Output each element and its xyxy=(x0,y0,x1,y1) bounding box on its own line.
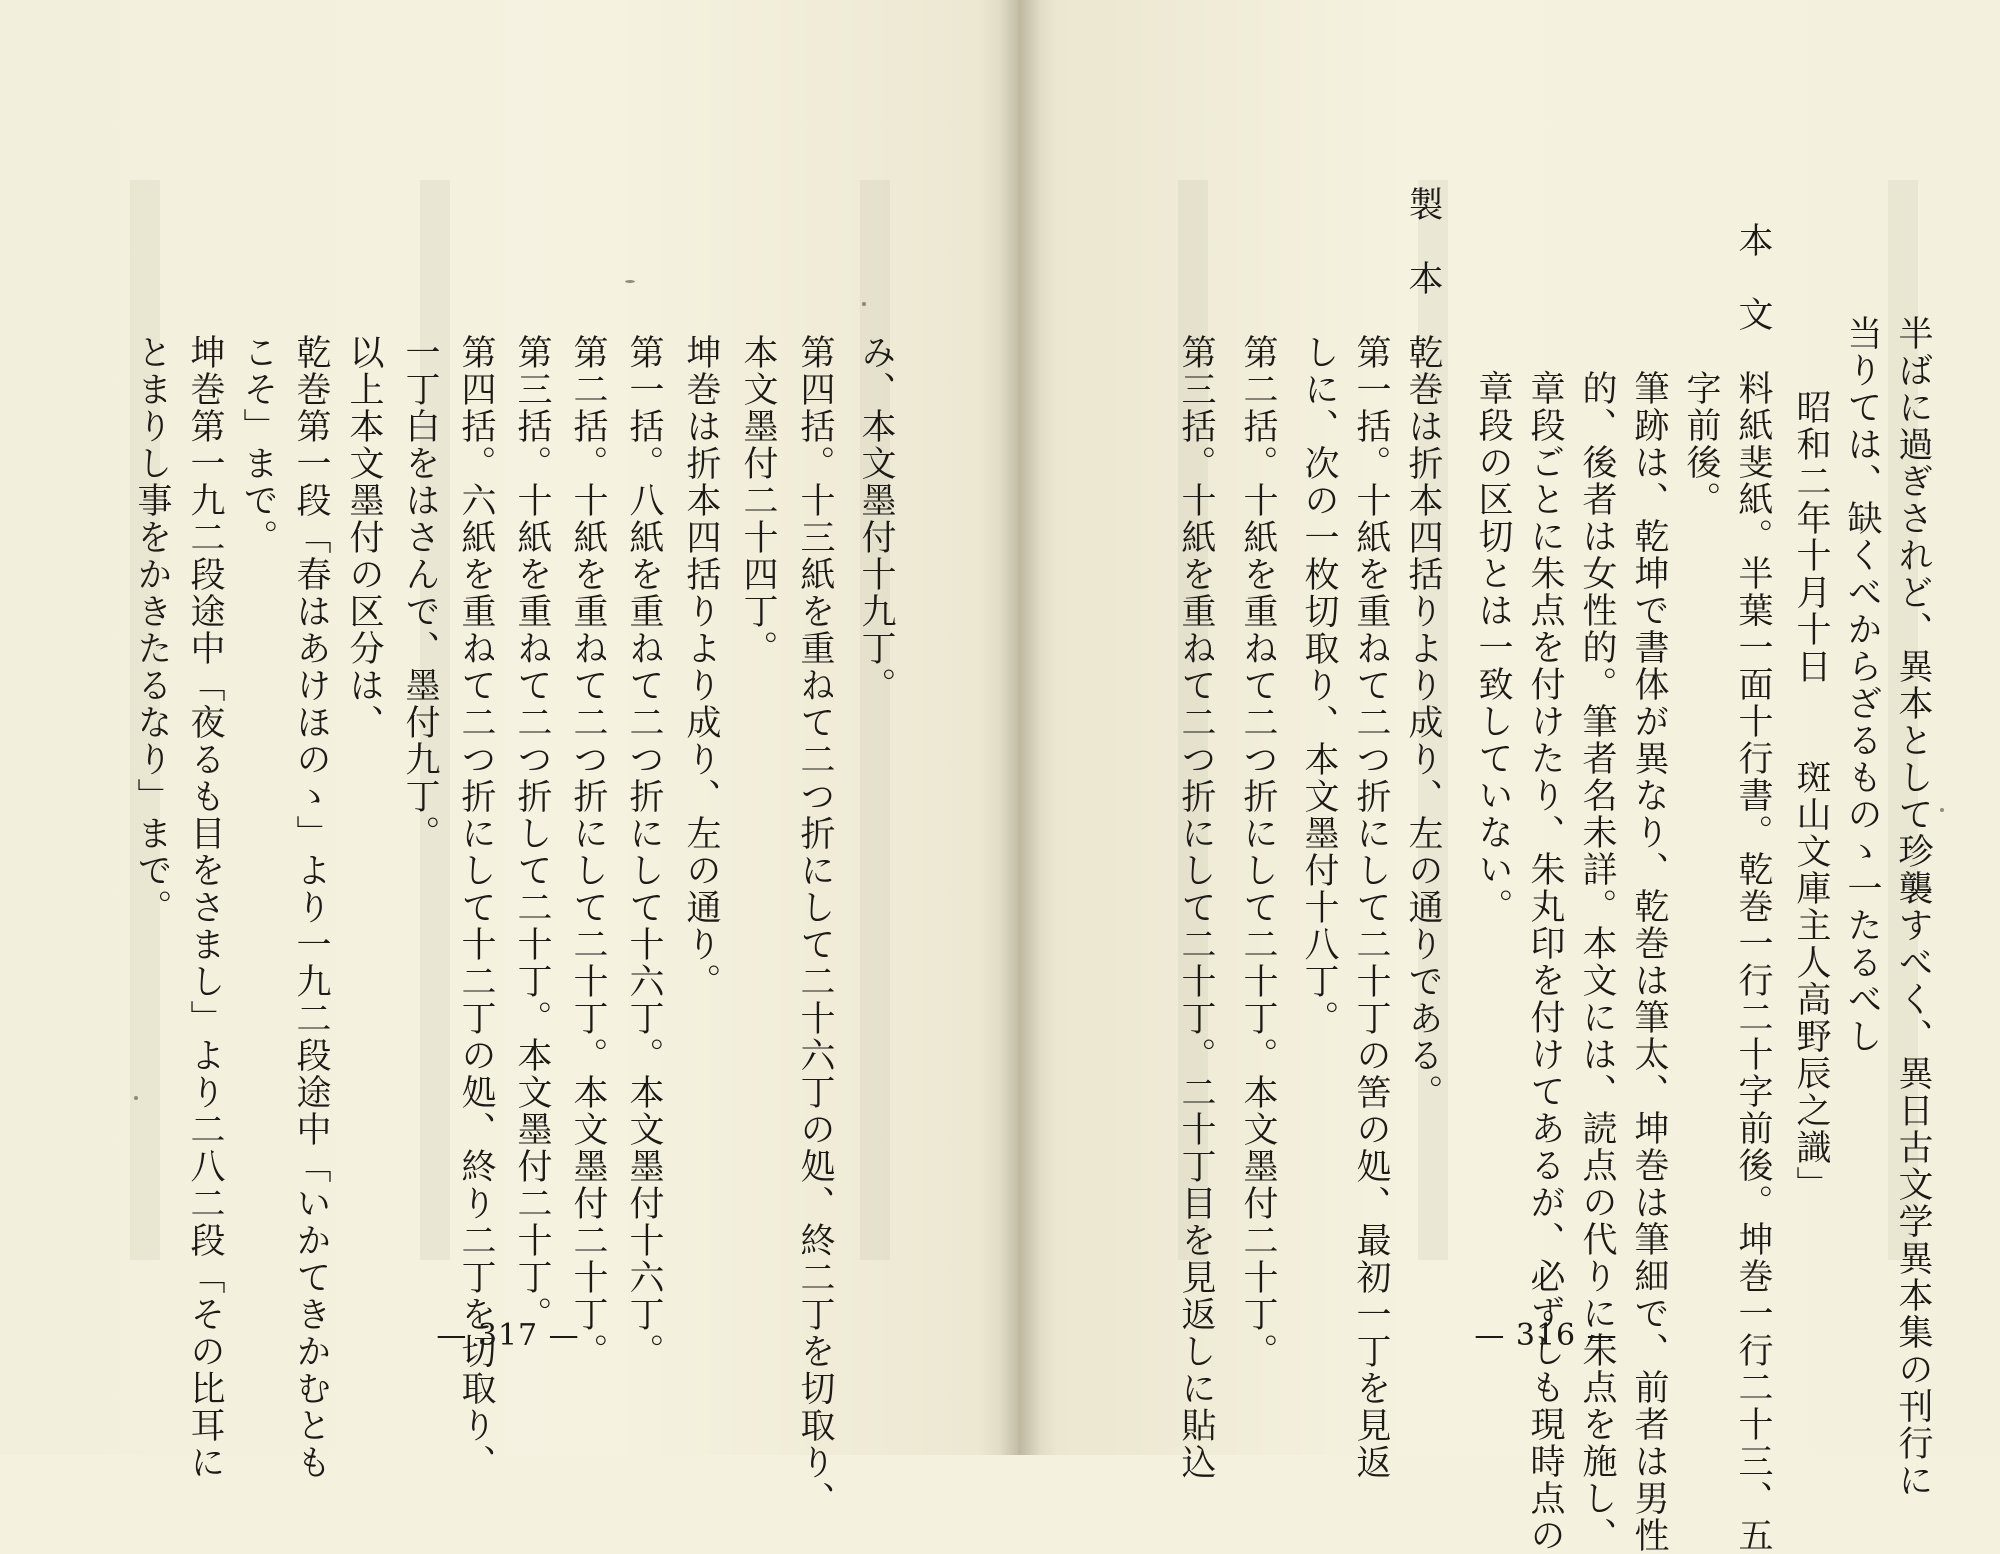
book-gutter xyxy=(1000,0,1040,1455)
text-column: 乾巻第一段「春はあけほのゝ」より一九二段途中「いかてきかむとも xyxy=(291,186,331,1481)
text-column: み、本文墨付十九丁。 xyxy=(856,186,896,704)
text-column: 章段の区切とは一致していない。 xyxy=(1473,222,1513,925)
text-column: 昭和二年十月十日 斑山文庫主人高野辰之識」 xyxy=(1791,315,1831,1203)
text-column: 本 文 料紙斐紙。半葉一面十行書。乾巻一行二十字前後。坤巻一行二十三、五 xyxy=(1733,222,1773,1554)
paper-speck xyxy=(134,1096,138,1100)
text-column: 章段ごとに朱点を付けたり、朱丸印を付けてあるが、必ずしも現時点の xyxy=(1525,222,1565,1554)
text-column: 第一括。十紙を重ねて二つ折にして二十丁の筈の処、最初一丁を見返 xyxy=(1351,186,1391,1481)
text-column: 第四括。六紙を重ねて二つ折にして十二丁の処、終り二丁を切取り、 xyxy=(456,186,496,1481)
text-column: 筆跡は、乾坤で書体が異なり、乾巻は筆太、坤巻は筆細で、前者は男性 xyxy=(1629,222,1669,1554)
text-column: 製 本 乾巻は折本四括りより成り、左の通りである。 xyxy=(1403,186,1443,1111)
text-column: こそ」まで。 xyxy=(238,186,278,556)
text-column: 坤巻は折本四括りより成り、左の通り。 xyxy=(681,186,721,1000)
page-number: — 316 — xyxy=(1474,1318,1618,1353)
text-column: 第四括。十三紙を重ねて二つ折にして二十六丁の処、終二丁を切取り、 xyxy=(795,186,835,1518)
text-column: 的、後者は女性的。筆者名未詳。本文には、読点の代りに朱点を施し、 xyxy=(1577,222,1617,1554)
text-column: 本文墨付二十四丁。 xyxy=(738,186,778,667)
text-column: 第二括。十紙を重ねて二つ折にして二十丁。本文墨付二十丁。 xyxy=(1238,186,1278,1370)
text-column: 字前後。 xyxy=(1681,222,1721,518)
text-column: 一丁白をはさんで、墨付九丁。 xyxy=(400,186,440,852)
text-column: 第二括。十紙を重ねて二つ折にして二十丁。本文墨付二十丁。 xyxy=(568,186,608,1370)
text-column: しに、次の一枚切取り、本文墨付十八丁。 xyxy=(1299,186,1339,1037)
text-column: 第一括。八紙を重ねて二つ折にして十六丁。本文墨付十六丁。 xyxy=(624,186,664,1370)
text-column: 第三括。十紙を重ねて二つ折して二十丁。本文墨付二十丁。 xyxy=(512,186,552,1333)
text-column: 第三括。十紙を重ねて二つ折にして二十丁。二十丁目を見返しに貼込 xyxy=(1176,186,1216,1481)
paper-speck xyxy=(1940,808,1944,812)
text-column: 当りては、缺くべからざるものゝ一たるべし xyxy=(1842,315,1882,1055)
page-number: — 317 — xyxy=(436,1318,580,1353)
text-column: 以上本文墨付の区分は、 xyxy=(344,186,384,741)
text-column: とまりし事をかきたるなり」まで。 xyxy=(132,186,172,926)
text-column: 坤巻第一九二段途中「夜るも目をさまし」より二八二段「その比耳に xyxy=(185,186,225,1481)
text-column: 半ばに過ぎされど、異本として珍襲すべく、異日古文学異本集の刊行に xyxy=(1893,315,1933,1499)
